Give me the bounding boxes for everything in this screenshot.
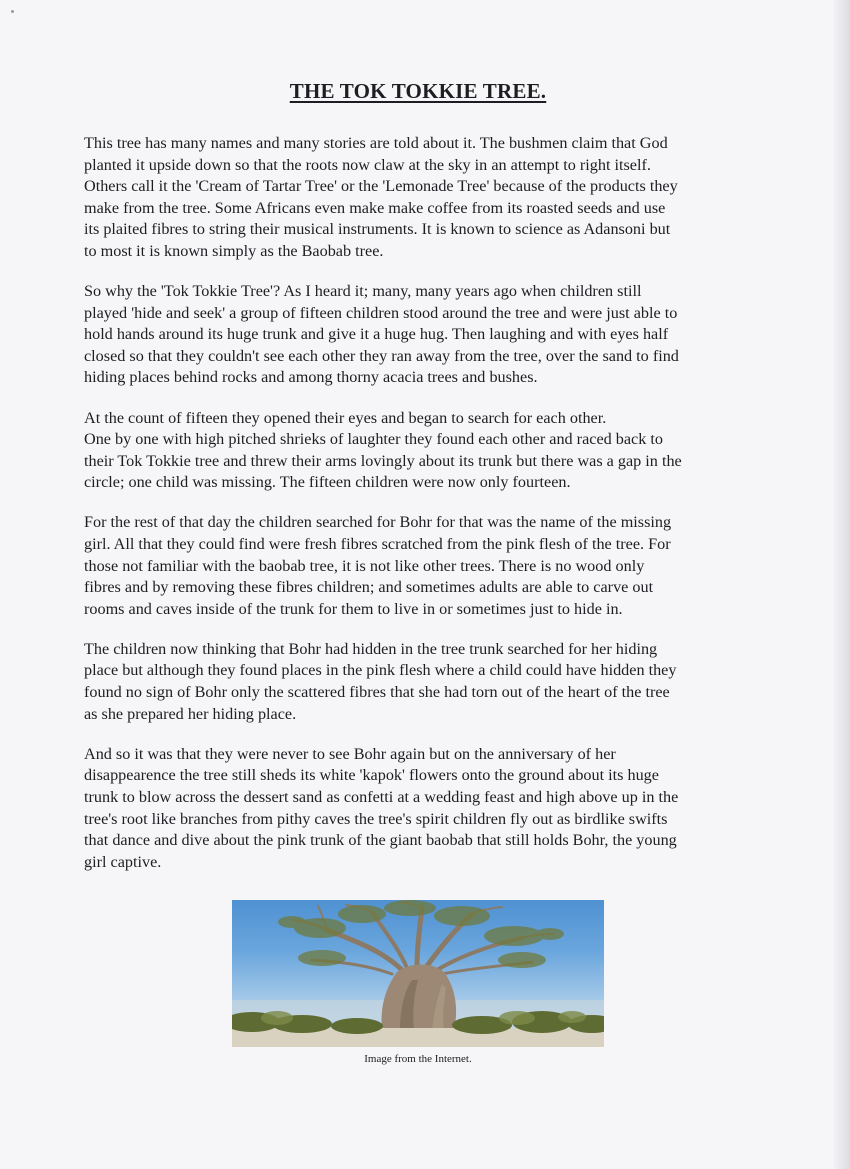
text-line: its plaited fibres to string their musical instruments. It is known to science as Adansoni but xyxy=(84,220,671,239)
page-title: THE TOK TOKKIE TREE. xyxy=(289,79,547,103)
text-line: Others call it the 'Cream of Tartar Tree' or the 'Lemonade Tree' because of the products they xyxy=(84,177,678,196)
baobab-photo xyxy=(232,900,604,1047)
text-line: fibres and by removing these fibres children; and sometimes adults are able to carve out xyxy=(84,578,654,597)
text-line: place but although they found places in the pink flesh where a child could have hidden they xyxy=(84,661,677,680)
baobab-tree-illustration xyxy=(232,900,604,1047)
text-line: The children now thinking that Bohr had hidden in the tree trunk searched for her hiding xyxy=(84,639,658,658)
text-line: hold hands around its huge trunk and give it a huge hug. Then laughing and with eyes half xyxy=(84,325,669,344)
text-line: played 'hide and seek' a group of fifteen children stood around the tree and were just able to xyxy=(84,303,678,322)
image-caption: Image from the Internet. xyxy=(364,1053,472,1065)
story-body xyxy=(84,133,764,892)
text-line: circle; one child was missing. The fifteen children were now only fourteen. xyxy=(84,473,571,492)
text-line: And so it was that they were never to see Bohr again but on the anniversary of her xyxy=(84,744,616,763)
text-line: closed so that they couldn't see each other they ran away from the tree, over the sand to find xyxy=(84,346,679,365)
text-line: girl captive. xyxy=(84,852,162,871)
scan-speck xyxy=(11,10,14,13)
text-line: that dance and dive about the pink trunk of the giant baobab that still holds Bohr, the young xyxy=(84,831,677,850)
text-line: This tree has many names and many stories are told about it. The bushmen claim that God xyxy=(84,134,668,152)
text-line: make from the tree. Some Africans even make make coffee from its roasted seeds and use xyxy=(84,198,666,217)
text-line: hiding places behind rocks and among thorny acacia trees and bushes. xyxy=(84,368,538,387)
text-line: So why the 'Tok Tokkie Tree'? As I heard it; many, many years ago when children still xyxy=(84,282,642,301)
story-paragraph xyxy=(84,408,764,494)
story-paragraph xyxy=(84,744,764,874)
story-paragraph xyxy=(84,133,764,263)
text-line: as she prepared her hiding place. xyxy=(84,704,297,723)
text-line: trunk to blow across the dessert sand as confetti at a wedding feast and high above up in the xyxy=(84,787,679,806)
text-line: those not familiar with the baobab tree, it is not like other trees. There is no wood only xyxy=(84,556,645,575)
story-paragraph xyxy=(84,639,764,725)
text-line: One by one with high pitched shrieks of laughter they found each other and raced back to xyxy=(84,430,663,449)
text-line: tree's root like branches from pithy caves the tree's spirit children fly out as birdlike swifts xyxy=(84,809,668,828)
story-paragraph xyxy=(84,281,764,389)
text-line: disappearence the tree still sheds its white 'kapok' flowers onto the ground about its huge xyxy=(84,766,659,785)
text-line: planted it upside down so that the roots now claw at the sky in an attempt to right itself. xyxy=(84,155,651,174)
text-line: their Tok Tokkie tree and threw their arms lovingly about its trunk but there was a gap in the xyxy=(84,451,682,470)
text-line: girl. All that they could find were fresh fibres scratched from the pink flesh of the tree. For xyxy=(84,535,671,553)
text-line: to most it is known simply as the Baobab tree. xyxy=(84,241,384,260)
story-paragraph xyxy=(84,512,764,620)
text-line: At the count of fifteen they opened their eyes and began to search for each other. xyxy=(84,408,607,427)
text-line: For the rest of that day the children searched for Bohr for that was the name of the missing xyxy=(84,513,672,532)
text-line: rooms and caves inside of the trunk for them to live in or sometimes just to hide in. xyxy=(84,599,623,618)
text-line: found no sign of Bohr only the scattered fibres that she had torn out of the heart of the tree xyxy=(84,683,670,702)
page-edge-shadow xyxy=(834,0,850,1169)
